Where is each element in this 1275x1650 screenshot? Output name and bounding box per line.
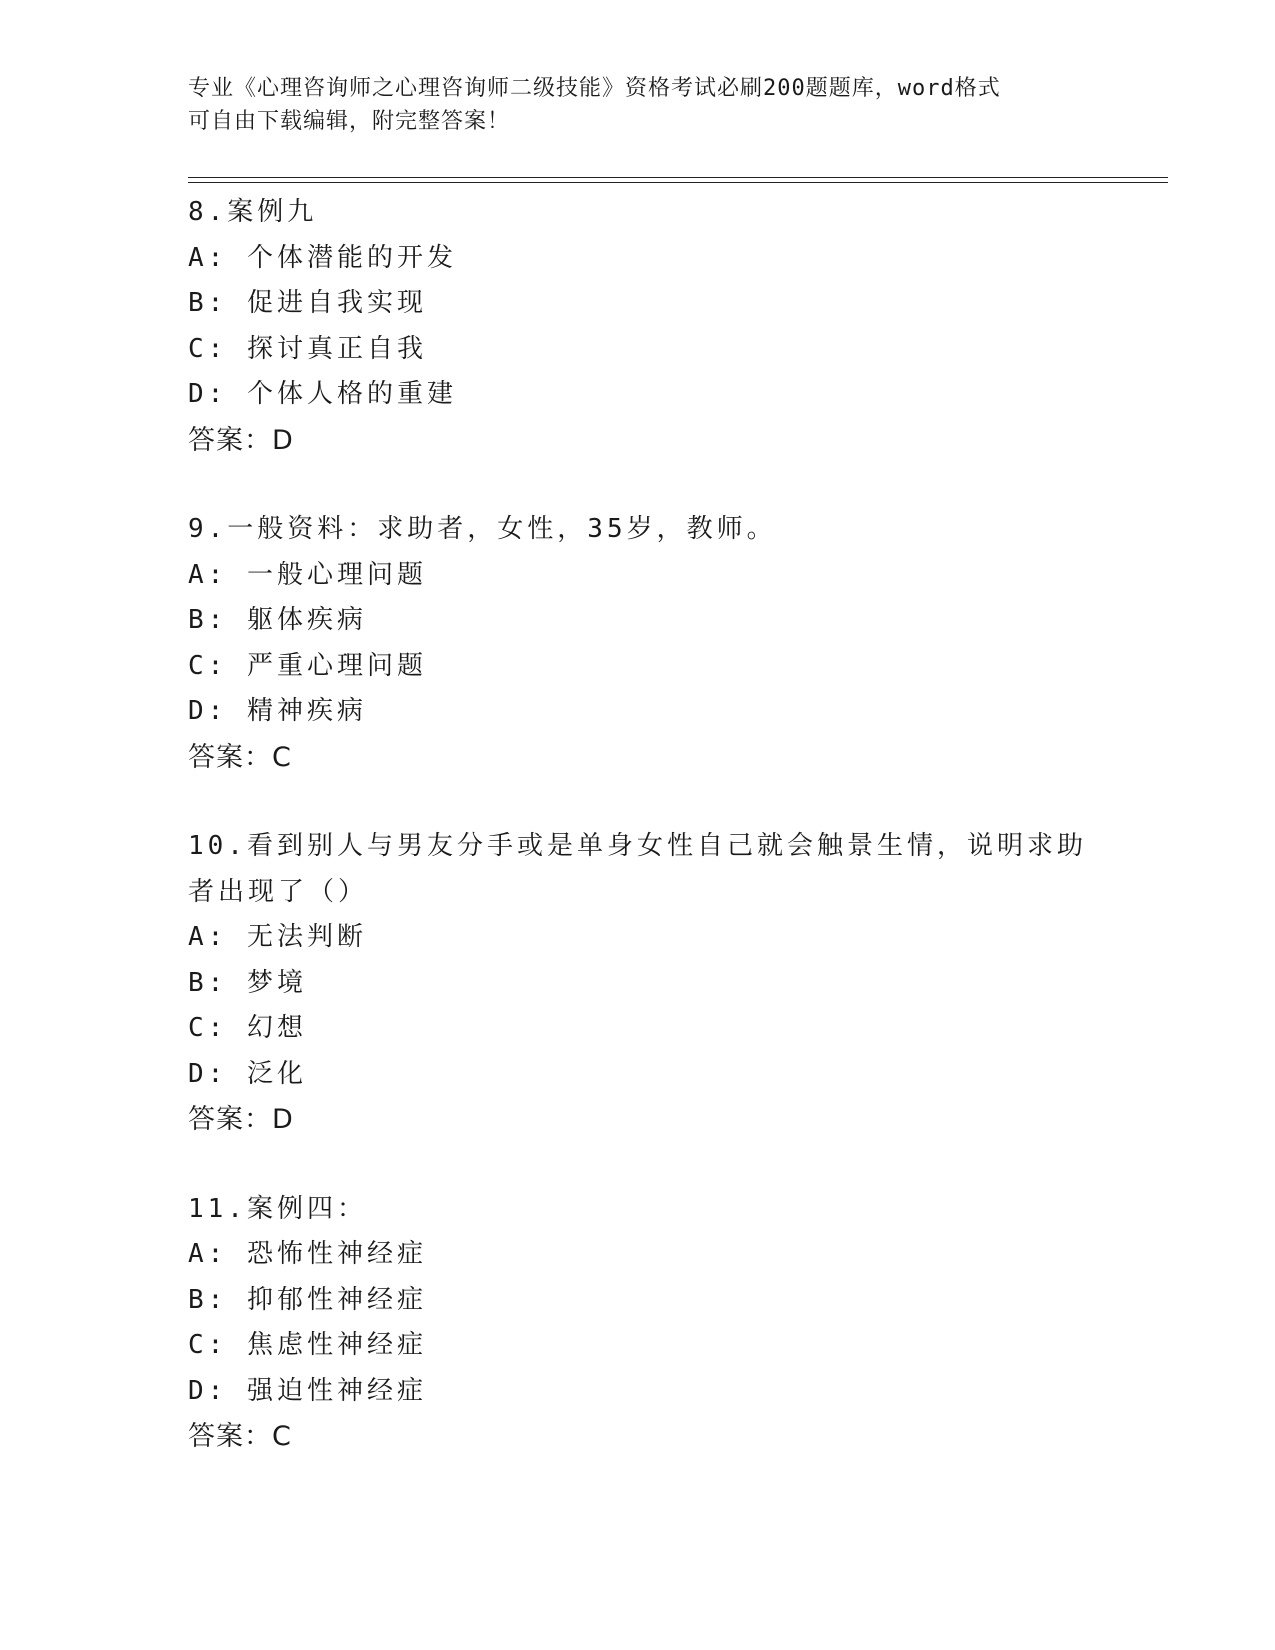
option-c: C: 严重心理问题 xyxy=(188,650,427,681)
answer-line: 答案：C xyxy=(188,1421,292,1452)
header-title-line-2: 可自由下载编辑，附完整答案！ xyxy=(188,109,511,134)
option-c: C: 探讨真正自我 xyxy=(188,333,427,364)
question-stem: 10.看到别人与男友分手或是单身女性自己就会触景生情，说明求助者出现了（） xyxy=(188,831,1087,907)
option-d: D: 泛化 xyxy=(188,1058,307,1089)
option-c: C: 幻想 xyxy=(188,1013,307,1043)
header-title-line-1: 专业《心理咨询师之心理咨询师二级技能》资格考试必刷200题题库，word格式 xyxy=(188,76,1001,101)
option-b: B: 梦境 xyxy=(188,967,307,998)
question-9 xyxy=(188,507,1088,780)
header-divider-bottom xyxy=(188,182,1168,183)
question-11 xyxy=(188,1187,1088,1460)
answer-line: 答案：D xyxy=(188,424,294,456)
answer-line: 答案：D xyxy=(188,1104,294,1135)
document-header xyxy=(188,72,1088,138)
option-a: A: 一般心理问题 xyxy=(188,559,427,590)
header-divider-top xyxy=(188,177,1168,178)
question-10 xyxy=(188,824,1088,1143)
question-stem: 8.案例九 xyxy=(188,197,318,227)
option-d: D: 个体人格的重建 xyxy=(188,379,457,409)
question-stem: 9.一般资料：求助者，女性，35岁，教师。 xyxy=(188,514,777,544)
question-stem: 11.案例四： xyxy=(188,1193,367,1224)
option-a: A: 恐怖性神经症 xyxy=(188,1239,427,1269)
option-a: A: 个体潜能的开发 xyxy=(188,242,457,273)
question-8 xyxy=(188,190,1088,463)
option-d: D: 强迫性神经症 xyxy=(188,1375,427,1406)
option-b: B: 促进自我实现 xyxy=(188,288,427,318)
option-b: B: 抑郁性神经症 xyxy=(188,1284,427,1315)
option-a: A: 无法判断 xyxy=(188,922,367,952)
option-b: B: 躯体疾病 xyxy=(188,605,367,635)
option-c: C: 焦虑性神经症 xyxy=(188,1330,427,1360)
option-d: D: 精神疾病 xyxy=(188,696,367,726)
answer-line: 答案：C xyxy=(188,741,292,773)
question-list xyxy=(188,190,1088,1504)
